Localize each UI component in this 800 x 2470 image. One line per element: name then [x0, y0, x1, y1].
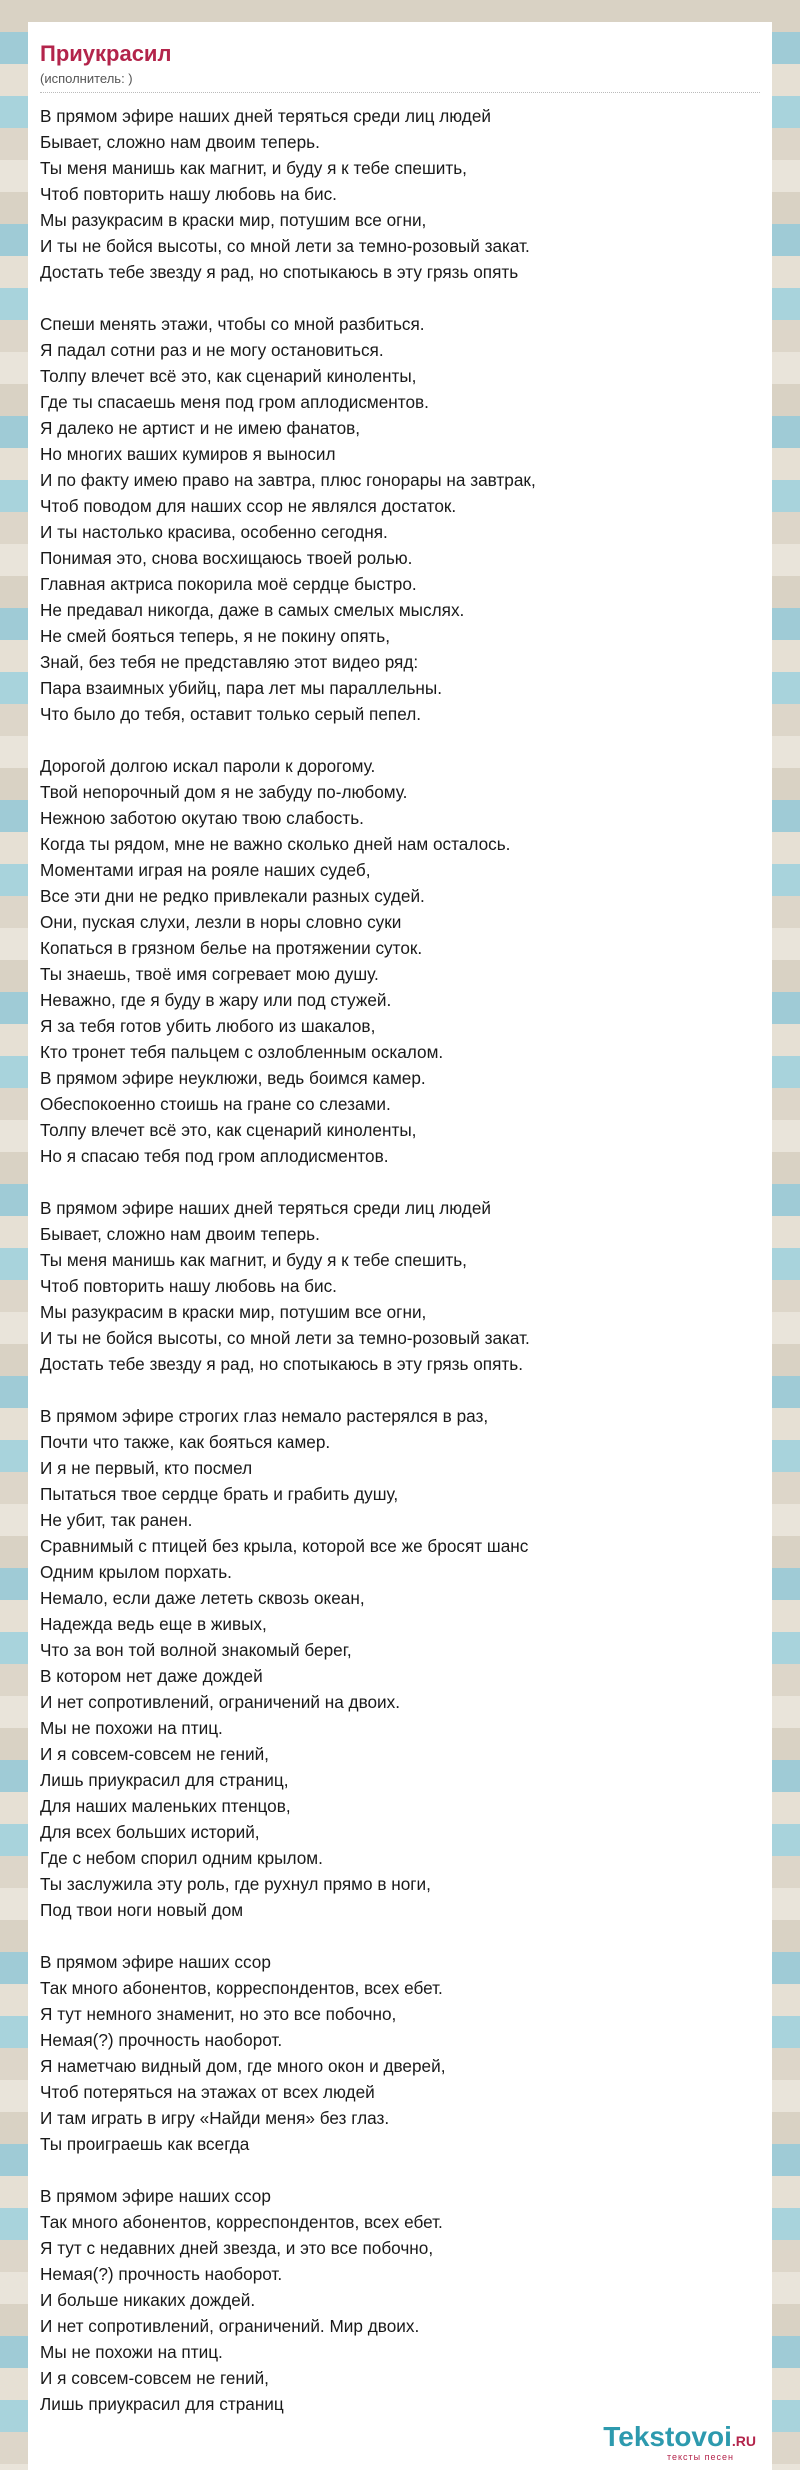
lyric-line: Лишь приукрасил для страниц,: [40, 1770, 289, 1790]
song-title: Приукрасил: [40, 41, 172, 66]
lyric-line: И ты не бойся высоты, со мной лети за темно-розовый закат.: [40, 236, 530, 256]
stanza-gap: [40, 1169, 760, 1195]
logo-tld: .RU: [731, 2433, 756, 2449]
title-divider: [40, 92, 760, 93]
lyric-line: Чтоб поводом для наших ссор не являлся достаток.: [40, 496, 457, 516]
lyric-line: Чтоб потеряться на этажах от всех людей: [40, 2082, 375, 2102]
lyric-line: Где ты спасаешь меня под гром аплодисментов.: [40, 392, 429, 412]
lyric-line: Чтоб повторить нашу любовь на бис.: [40, 184, 337, 204]
lyric-line: И я совсем-совсем не гений,: [40, 2368, 269, 2388]
lyric-line: Я падал сотни раз и не могу остановиться.: [40, 340, 384, 360]
lyric-line: Твой непорочный дом я не забуду по-любому.: [40, 782, 408, 802]
lyric-line: Знай, без тебя не представляю этот видео ряд:: [40, 652, 419, 672]
lyric-line: Где с небом спорил одним крылом.: [40, 1848, 323, 1868]
lyric-line: Мы не похожи на птиц.: [40, 2342, 223, 2362]
lyric-line: В прямом эфире наших ссор: [40, 1952, 271, 1972]
lyric-line: Сравнимый с птицей без крыла, которой все же бросят шанс: [40, 1536, 529, 1556]
lyric-line: Главная актриса покорила моё сердце быстро.: [40, 574, 417, 594]
lyric-line: Немало, если даже лететь сквозь океан,: [40, 1588, 365, 1608]
lyric-line: Бывает, сложно нам двоим теперь.: [40, 132, 320, 152]
lyric-line: Ты знаешь, твоё имя согревает мою душу.: [40, 964, 379, 984]
lyric-line: Моментами играя на рояле наших судеб,: [40, 860, 371, 880]
lyric-line: Что за вон той волной знакомый берег,: [40, 1640, 352, 1660]
lyric-line: Не предавал никогда, даже в самых смелых мыслях.: [40, 600, 465, 620]
lyric-line: И по факту имею право на завтра, плюс гонорары на завтрак,: [40, 470, 536, 490]
lyric-line: Не смей бояться теперь, я не покину опять,: [40, 626, 391, 646]
lyric-line: Достать тебе звезду я рад, но спотыкаюсь в эту грязь опять: [40, 262, 519, 282]
lyric-line: Ты заслужила эту роль, где рухнул прямо в ноги,: [40, 1874, 431, 1894]
lyric-line: Толпу влечет всё это, как сценарий киноленты,: [40, 1120, 417, 1140]
lyric-line: Почти что также, как бояться камер.: [40, 1432, 331, 1452]
lyric-line: Дорогой долгою искал пароли к дорогому.: [40, 756, 376, 776]
logo-name: Tekstovoi: [603, 2421, 732, 2452]
lyric-line: Не убит, так ранен.: [40, 1510, 193, 1530]
lyric-line: Неважно, где я буду в жару или под стужей.: [40, 990, 392, 1010]
lyric-line: Мы не похожи на птиц.: [40, 1718, 223, 1738]
lyric-line: И ты настолько красива, особенно сегодня.: [40, 522, 388, 542]
lyric-line: И я не первый, кто посмел: [40, 1458, 253, 1478]
lyric-line: Немая(?) прочность наоборот.: [40, 2264, 283, 2284]
lyric-line: Под твои ноги новый дом: [40, 1900, 244, 1920]
lyric-line: Копаться в грязном белье на протяжении суток.: [40, 938, 423, 958]
lyric-line: Одним крылом порхать.: [40, 1562, 232, 1582]
lyric-line: Пара взаимных убийц, пара лет мы параллельны.: [40, 678, 443, 698]
lyric-line: И нет сопротивлений, ограничений. Мир двоих.: [40, 2316, 420, 2336]
lyric-line: В прямом эфире строгих глаз немало растерялся в раз,: [40, 1406, 489, 1426]
lyric-line: Обеспокоенно стоишь на гране со слезами.: [40, 1094, 391, 1114]
lyric-line: В котором нет даже дождей: [40, 1666, 263, 1686]
lyric-line: В прямом эфире неуклюжи, ведь боимся камер.: [40, 1068, 426, 1088]
lyric-line: Бывает, сложно нам двоим теперь.: [40, 1224, 320, 1244]
lyric-line: И я совсем-совсем не гений,: [40, 1744, 269, 1764]
lyric-line: Кто тронет тебя пальцем с озлобленным оскалом.: [40, 1042, 444, 1062]
lyric-line: Немая(?) прочность наоборот.: [40, 2030, 283, 2050]
artist-subtitle: (исполнитель: ): [40, 71, 133, 86]
lyric-line: Для наших маленьких птенцов,: [40, 1796, 291, 1816]
lyric-line: Пытаться твое сердце брать и грабить душу,: [40, 1484, 399, 1504]
lyric-line: Нежною заботою окутаю твою слабость.: [40, 808, 364, 828]
lyric-line: Лишь приукрасил для страниц: [40, 2394, 284, 2414]
stanza-gap: [40, 1923, 760, 1949]
lyric-line: Я наметчаю видный дом, где много окон и дверей,: [40, 2056, 446, 2076]
lyric-line: Я тут с недавних дней звезда, и это все побочно,: [40, 2238, 434, 2258]
lyric-line: Ты меня манишь как магнит, и буду я к тебе спешить,: [40, 1250, 467, 1270]
lyric-line: Но я спасаю тебя под гром аплодисментов.: [40, 1146, 389, 1166]
lyric-line: В прямом эфире наших дней теряться среди лиц людей: [40, 1198, 491, 1218]
lyric-line: Надежда ведь еще в живых,: [40, 1614, 267, 1634]
lyric-line: Так много абонентов, корреспондентов, всех ебет.: [40, 1978, 443, 1998]
stanza-gap: [40, 727, 760, 753]
lyric-line: И ты не бойся высоты, со мной лети за темно-розовый закат.: [40, 1328, 530, 1348]
lyrics-body: [40, 103, 760, 2417]
stanza-gap: [40, 2157, 760, 2183]
lyric-line: Что было до тебя, оставит только серый пепел.: [40, 704, 422, 724]
lyric-line: Но многих ваших кумиров я выносил: [40, 444, 336, 464]
lyric-line: Понимая это, снова восхищаюсь твоей ролью.: [40, 548, 413, 568]
lyric-line: Они, пуская слухи, лезли в норы словно суки: [40, 912, 402, 932]
lyric-line: Я далеко не артист и не имею фанатов,: [40, 418, 361, 438]
lyric-line: И больше никаких дождей.: [40, 2290, 256, 2310]
stanza-gap: [40, 1377, 760, 1403]
lyric-line: В прямом эфире наших ссор: [40, 2186, 271, 2206]
lyric-line: Все эти дни не редко привлекали разных судей.: [40, 886, 425, 906]
lyric-line: Для всех больших историй,: [40, 1822, 260, 1842]
lyric-line: В прямом эфире наших дней теряться среди лиц людей: [40, 106, 491, 126]
lyric-line: Спеши менять этажи, чтобы со мной разбиться.: [40, 314, 425, 334]
lyric-line: Мы разукрасим в краски мир, потушим все огни,: [40, 210, 427, 230]
lyrics-card: [28, 22, 772, 2470]
lyric-line: Я за тебя готов убить любого из шакалов,: [40, 1016, 376, 1036]
lyric-line: Толпу влечет всё это, как сценарий киноленты,: [40, 366, 417, 386]
lyric-line: Я тут немного знаменит, но это все побочно,: [40, 2004, 397, 2024]
lyric-line: Когда ты рядом, мне не важно сколько дней нам осталось.: [40, 834, 511, 854]
logo-tagline: тексты песен: [666, 2452, 734, 2462]
lyric-line: Ты проиграешь как всегда: [40, 2134, 250, 2154]
lyric-line: И нет сопротивлений, ограничений на двоих.: [40, 1692, 401, 1712]
stanza-gap: [40, 285, 760, 311]
lyric-line: Чтоб повторить нашу любовь на бис.: [40, 1276, 337, 1296]
lyric-line: Мы разукрасим в краски мир, потушим все огни,: [40, 1302, 427, 1322]
site-logo[interactable]: [603, 2422, 756, 2462]
lyric-line: Достать тебе звезду я рад, но спотыкаюсь в эту грязь опять.: [40, 1354, 524, 1374]
lyric-line: Ты меня манишь как магнит, и буду я к тебе спешить,: [40, 158, 467, 178]
lyric-line: Так много абонентов, корреспондентов, всех ебет.: [40, 2212, 443, 2232]
lyric-line: И там играть в игру «Найди меня» без глаз.: [40, 2108, 390, 2128]
